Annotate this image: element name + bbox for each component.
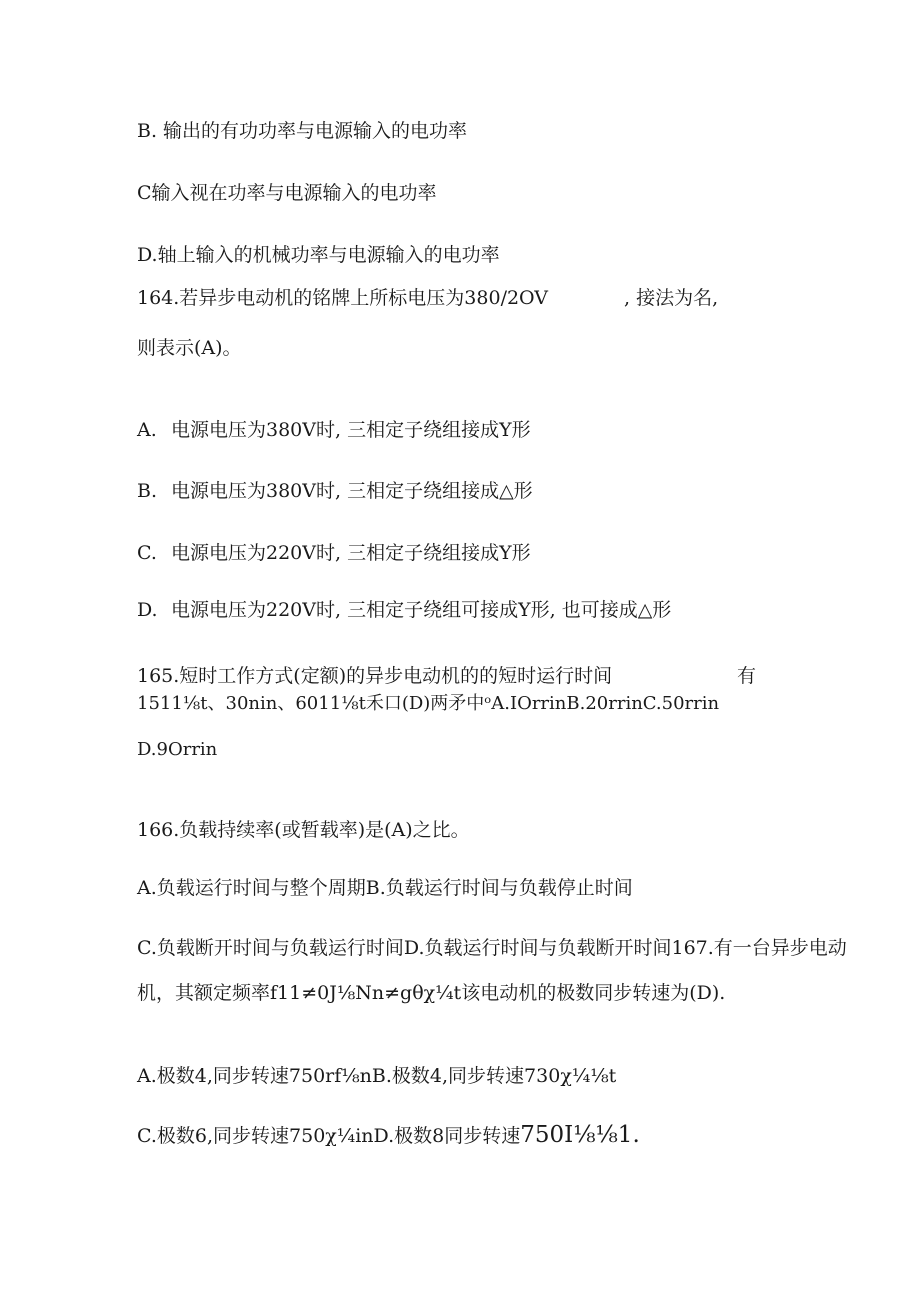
option-text: 电源电压为380V时, 三相定子绕组接成Y形 <box>171 419 531 441</box>
q164-option-b <box>137 479 533 503</box>
option-letter: D. <box>137 599 158 621</box>
q167-stem-line2: 机，其额定频率f11≠0J⅛Nn≠gθχ¼t该电动机的极数同步转速为(D). <box>137 982 726 1004</box>
q163-option-c: C输入视在功率与电源输入的电功率 <box>137 182 437 204</box>
q167-options-cd <box>137 1123 640 1148</box>
q164-stem-line1 <box>137 286 548 310</box>
option-letter: A. <box>137 419 157 441</box>
option-text: 电源电压为220V时, 三相定子绕组接成Y形 <box>171 542 531 564</box>
q165-stem-part1: 165.短时工作方式(定额)的异步电动机的的短时运行时间 <box>137 665 613 687</box>
option-text: 电源电压为220V时, 三相定子绕组可接成Y形, 也可接成△形 <box>171 599 672 621</box>
q166-options-ab: A.负载运行时间与整个周期B.负载运行时间与负载停止时间 <box>137 877 633 899</box>
q167-options-cd-main: C.极数6,同步转速750χ¼inD.极数8同步转速 <box>137 1125 521 1147</box>
q165-stem-part2: 有 <box>737 665 757 687</box>
option-letter: B. <box>137 480 158 502</box>
q164-option-d <box>137 598 671 622</box>
q166-options-cd: C.负载断开时间与负载运行时间D.负载运行时间与负载断开时间167.有一台异步电动 <box>137 937 847 959</box>
q163-option-b: B. 输出的有功功率与电源输入的电功率 <box>137 120 468 142</box>
q164-stem-line2: 则表示(A)。 <box>137 337 242 359</box>
q167-options-cd-tail: 750I⅛⅛1. <box>520 1122 640 1148</box>
q164-stem-part1: 164.若异步电动机的铭牌上所标电压为380/2OV <box>137 287 549 309</box>
q165-line3: D.9Orrin <box>137 739 218 760</box>
q165-line2: 1511⅛t、30nin、6011⅛t禾口(D)两矛中ᵒA.IOrrinB.20rrinC.50rrin <box>137 693 720 714</box>
option-letter: C. <box>137 542 157 564</box>
q166-stem: 166.负载持续率(或暂载率)是(A)之比。 <box>137 819 470 841</box>
q164-option-c <box>137 541 531 565</box>
q163-option-d: D.轴上输入的机械功率与电源输入的电功率 <box>137 244 500 266</box>
option-text: 电源电压为380V时, 三相定子绕组接成△形 <box>171 480 533 502</box>
q164-stem-part2: , 接法为名, <box>624 287 719 309</box>
q167-options-ab: A.极数4,同步转速750rf⅛nB.极数4,同步转速730χ¼⅛t <box>137 1065 617 1087</box>
q164-option-a <box>137 418 531 442</box>
